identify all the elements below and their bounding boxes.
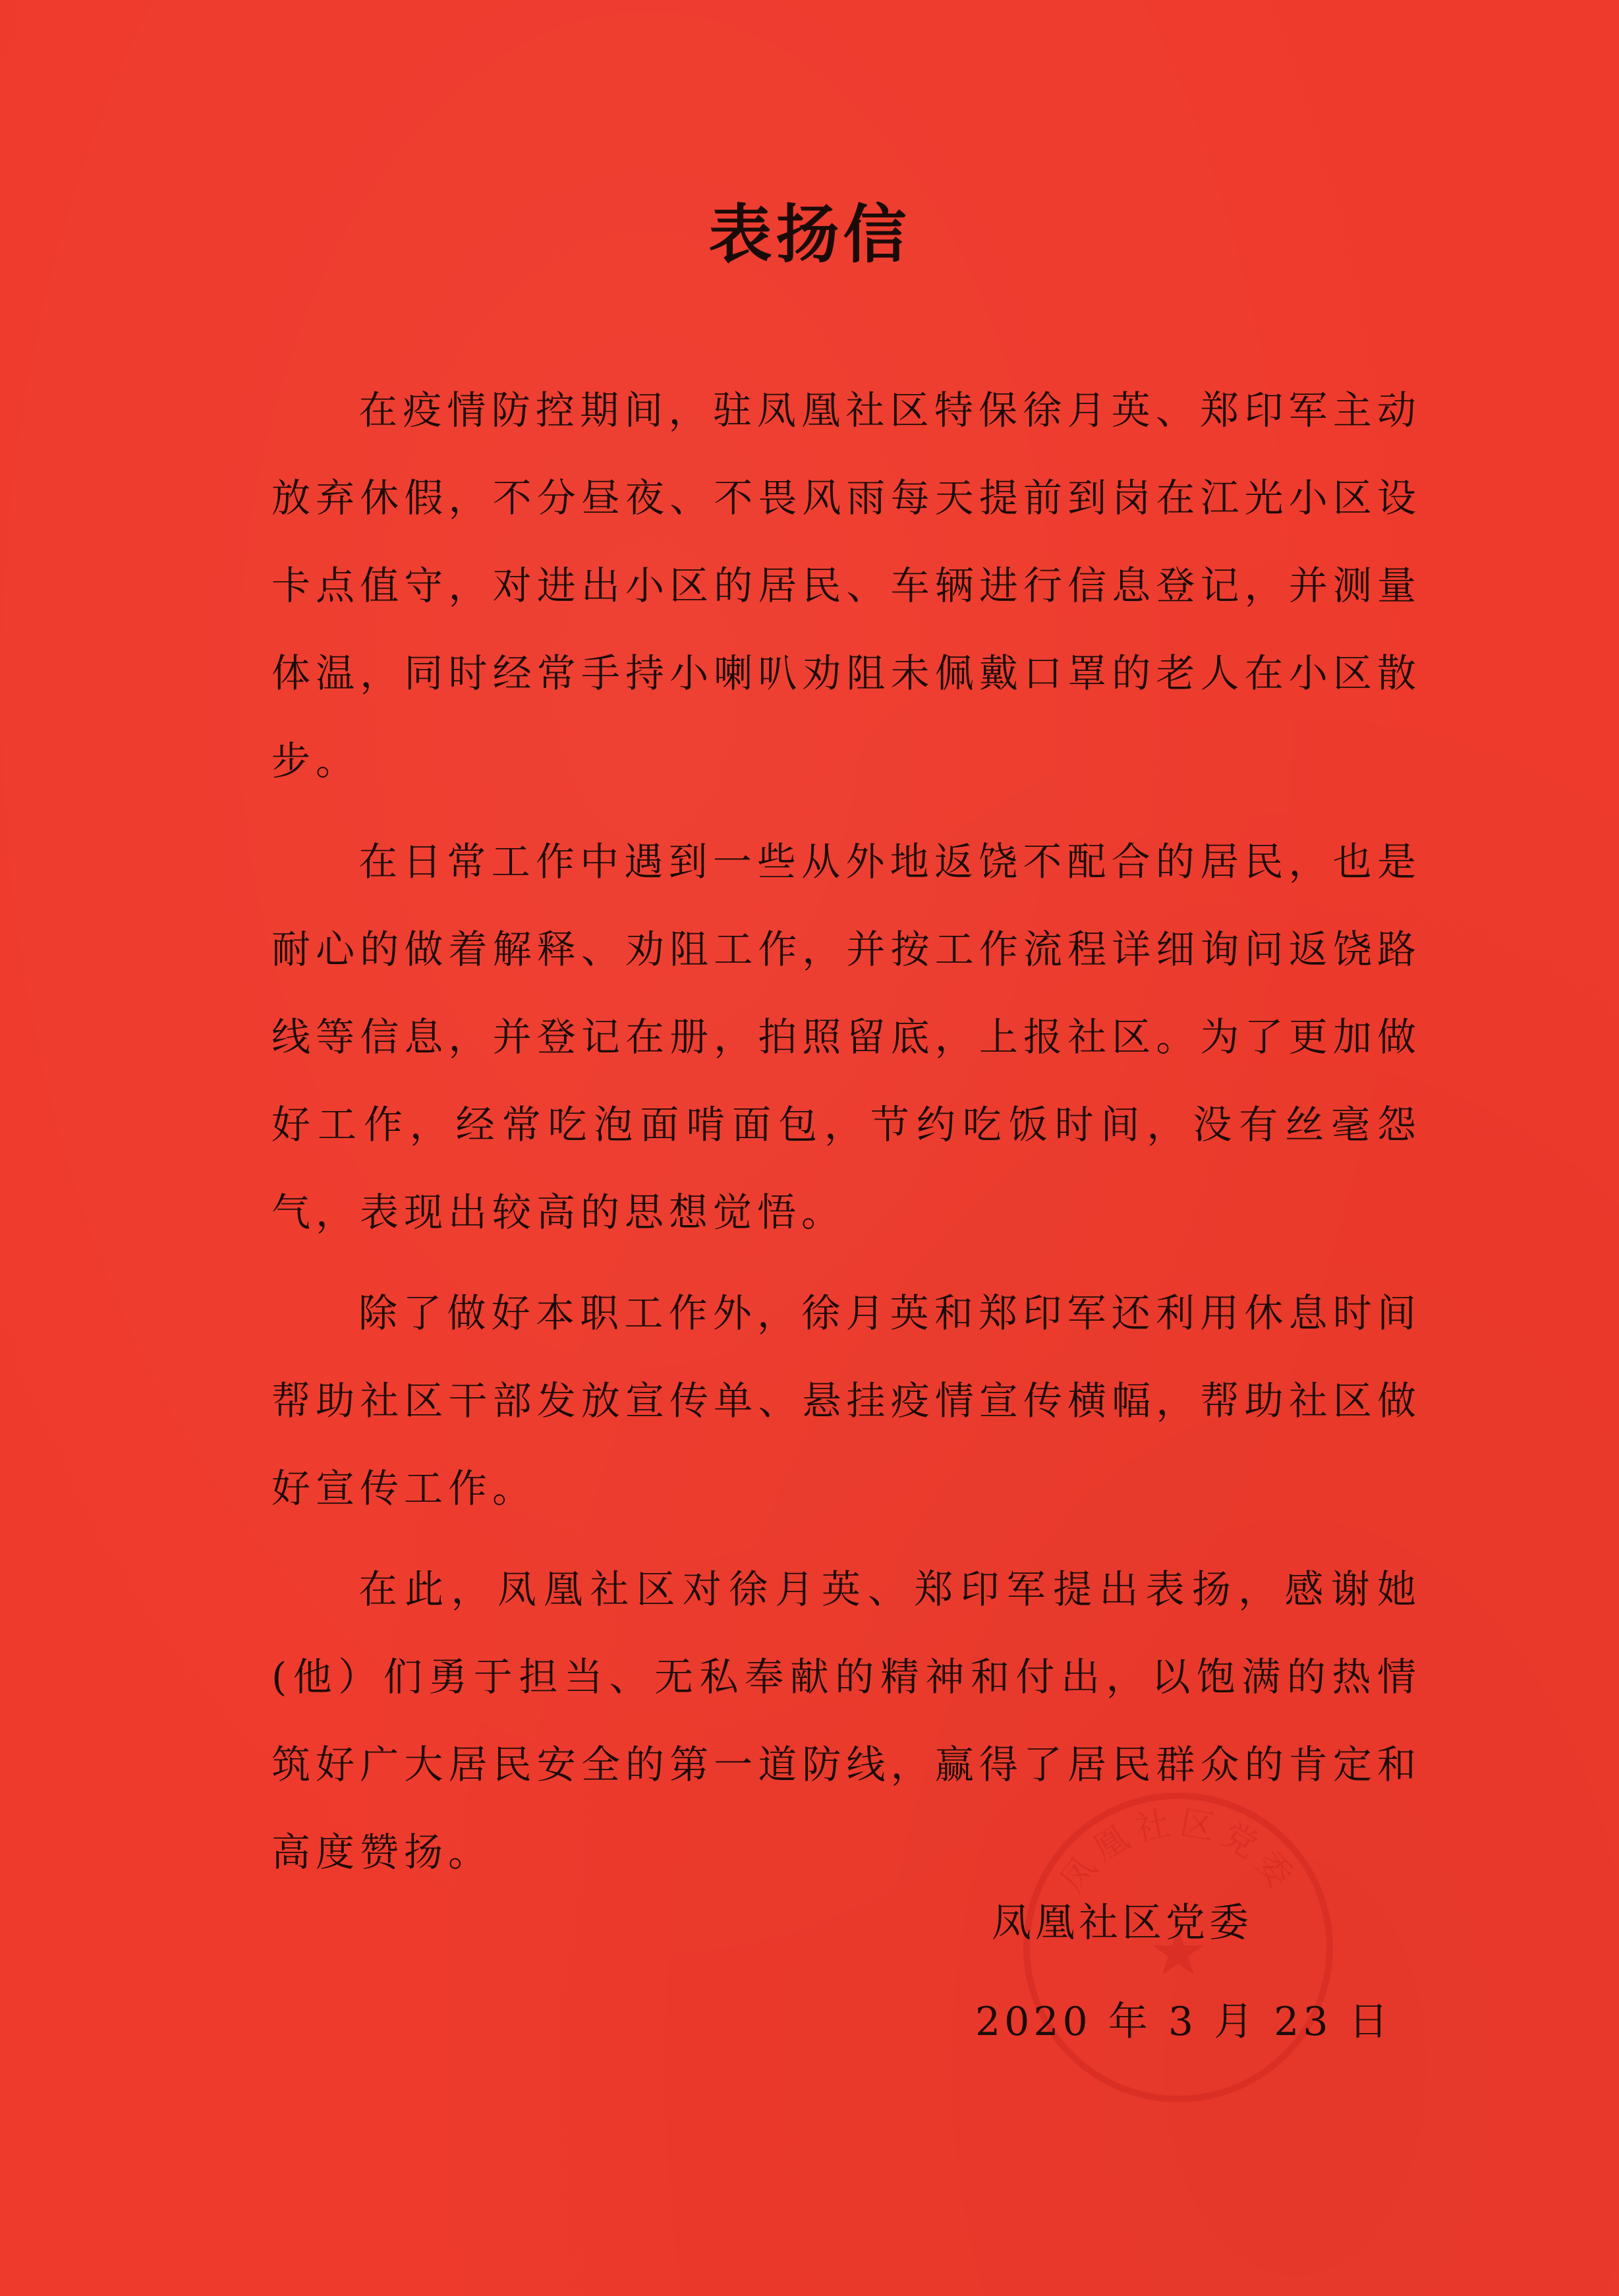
paragraph-4: 在此，凤凰社区对徐月英、郑印军提出表扬，感谢她(他）们勇于担当、无私奉献的精神和付出，以饱满的热情筑好广大居民安全的第一道防线，赢得了居民群众的肯定和高度赞扬。 [271,1566,1421,1875]
signature-organization: 凤凰社区党委 [992,1900,1253,1946]
paragraph-1: 在疫情防控期间，驻凤凰社区特保徐月英、郑印军主动放弃休假，不分昼夜、不畏风雨每天提前到岗在江光小区设卡点值守，对进出小区的居民、车辆进行信息登记，并测量体温，同时经常手持小喇叭劝阻未佩戴口罩的老人在小区散步。 [271,387,1421,784]
seal-text: 凤凰社区党委 [1052,1802,1304,1901]
paragraph-3: 除了做好本职工作外，徐月英和郑印军还利用休息时间帮助社区干部发放宣传单、悬挂疫情宣传横幅，帮助社区做好宣传工作。 [271,1290,1421,1511]
letter-body [271,366,1421,1909]
signature-date: 2020 年 3 月 23 日 [975,1999,1392,2045]
letter-title: 表扬信 [708,198,911,272]
paragraph-2: 在日常工作中遇到一些从外地返饶不配合的居民，也是耐心的做着解释、劝阻工作，并按工作流程详细询问返饶路线等信息，并登记在册，拍照留底，上报社区。为了更加做好工作，经常吃泡面啃面包，节约吃饭时间，没有丝毫怨气，表现出较高的思想觉悟。 [271,839,1421,1235]
svg-text:凤凰社区党委 [1052,1803,1303,1900]
